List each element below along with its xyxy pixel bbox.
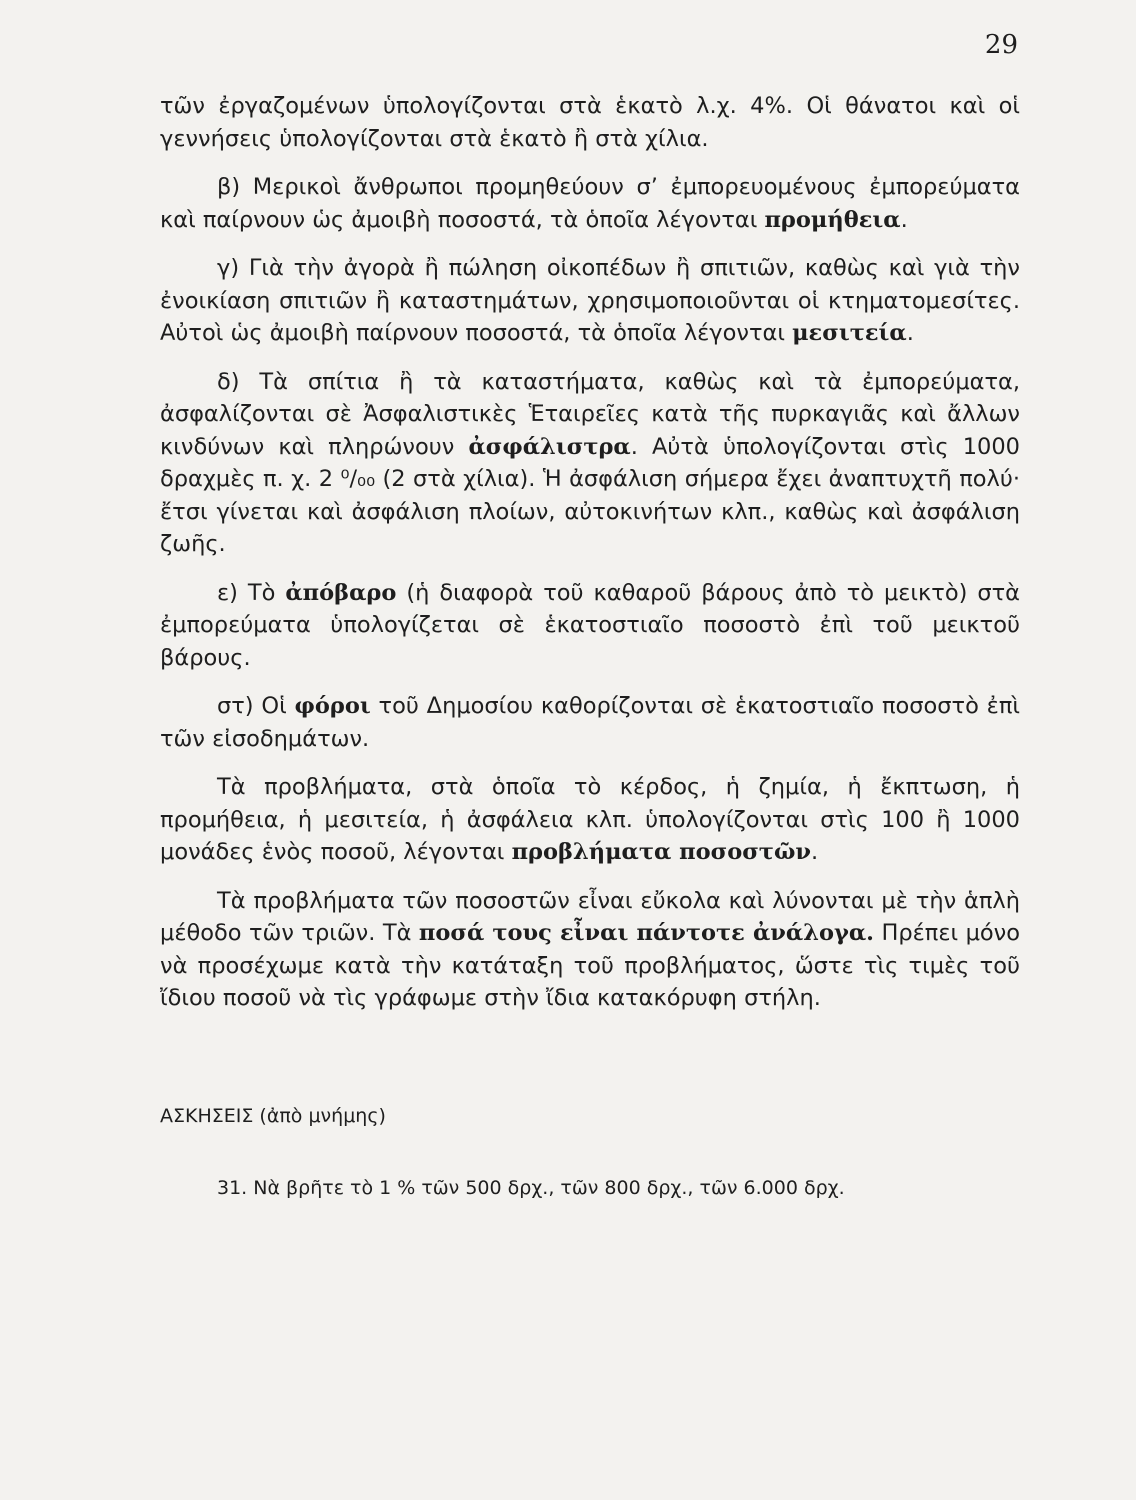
term-premiums: ἀσφάλιστρα: [468, 433, 631, 460]
paragraph-intro: τῶν ἐργαζομένων ὑπολογίζονται στὰ ἑκατὸ λ.χ. 4%. Οἱ θάνατοι καὶ οἱ γεννήσεις ὑπολογίζονται στὰ ἑκατὸ ἢ στὰ χίλια.: [160, 93, 1020, 152]
term-taxes: φόροι: [294, 693, 371, 719]
paragraph-method: Τὰ προβλήματα τῶν ποσοστῶν εἶναι εὔκολα καὶ λύνονται μὲ τὴν ἁπλὴ μέθοδο τῶν τριῶν. Τὰ ποσά τους εἶναι πάντοτε ἀνάλογα. Πρέπει μόνο νὰ προσέχωμε κατὰ τὴν κατάταξη τοῦ προβλήματος, ὥστε τὶς τιμὲς τοῦ ἴδιου ποσοῦ νὰ τὶς γράφωμε στὴν ἴδια κατακόρυφη στήλη.: [160, 887, 1020, 1011]
paragraph-insurance: δ) Τὰ σπίτια ἢ τὰ καταστήματα, καθὼς καὶ τὰ ἐμπορεύματα, ἀσφαλίζονται σὲ Ἀσφαλιστικὲς Ἑταιρεῖες κατὰ τῆς πυρκαγιᾶς καὶ ἄλλων κινδύνων καὶ πληρώνουν ἀσφάλιστρα. Αὐτὰ ὑπολογίζονται στὶς 1000 δραχμὲς π. χ. 2 ⁰/₀₀ (2 στὰ χίλια). Ἡ ἀσφάλιση σήμερα ἔχει ἀναπτυχτῆ πολύ· ἔτσι γίνεται καὶ ἀσφάλιση πλοίων, αὐτοκινήτων κλπ., καθὼς καὶ ἀσφάλιση ζωῆς.: [160, 368, 1020, 557]
term-brokerage: μεσιτεία: [792, 320, 907, 346]
paragraph-percentage-problems: Τὰ προβλήματα, στὰ ὁποῖα τὸ κέρδος, ἡ ζημία, ἡ ἔκπτωση, ἡ προμήθεια, ἡ μεσιτεία, ἡ ἀσφάλεια κλπ. ὑπολογίζονται στὶς 100 ἢ 1000 μονάδες ἑνὸς ποσοῦ, λέγονται προβλήματα ποσοστῶν.: [160, 774, 1020, 865]
exercise-31: 31. Νὰ βρῆτε τὸ 1 % τῶν 500 δρχ., τῶν 800 δρχ., τῶν 6.000 δρχ.: [217, 1176, 845, 1199]
paragraph-taxes: στ) Οἱ φόροι τοῦ Δημοσίου καθορίζονται σὲ ἑκατοστιαῖο ποσοστὸ ἐπὶ τῶν εἰσοδημάτων.: [160, 693, 1020, 752]
paragraph-brokerage: γ) Γιὰ τὴν ἀγορὰ ἢ πώληση οἰκοπέδων ἢ σπιτιῶν, καθὼς καὶ γιὰ τὴν ἐνοικίαση σπιτιῶν ἢ καταστημάτων, χρησιμοποιοῦνται οἱ κτηματομεσίτες. Αὐτοὶ ὡς ἀμοιβὴ παίρνουν ποσοστά, τὰ ὁποῖα λέγονται μεσιτεία.: [160, 255, 1020, 346]
term-proportional: ποσά τους εἶναι πάντοτε ἀνάλογα.: [418, 920, 874, 946]
page-body: [160, 90, 1020, 1201]
term-tare: ἀπόβαρο: [285, 579, 397, 606]
term-percentage-problems: προβλήματα ποσοστῶν: [511, 839, 811, 865]
paragraph-commission: β) Μερικοὶ ἄνθρωποι προμηθεύουν σ’ ἐμπορευομένους ἐμπορεύματα καὶ παίρνουν ὡς ἀμοιβὴ ποσοστά, τὰ ὁποῖα λέγονται προμήθεια.: [160, 174, 1020, 233]
paragraph-tare: ε) Τὸ ἀπόβαρο (ἡ διαφορὰ τοῦ καθαροῦ βάρους ἀπὸ τὸ μεικτὸ) στὰ ἐμπορεύματα ὑπολογίζεται σὲ ἑκατοστιαῖο ποσοστὸ ἐπὶ τοῦ μεικτοῦ βάρους.: [160, 579, 1020, 671]
section-title-exercises: ΑΣΚΗΣΕΙΣ (ἀπὸ μνήμης): [160, 1104, 386, 1127]
page-number: 29: [984, 30, 1018, 60]
term-commission: προμήθεια: [764, 206, 901, 233]
